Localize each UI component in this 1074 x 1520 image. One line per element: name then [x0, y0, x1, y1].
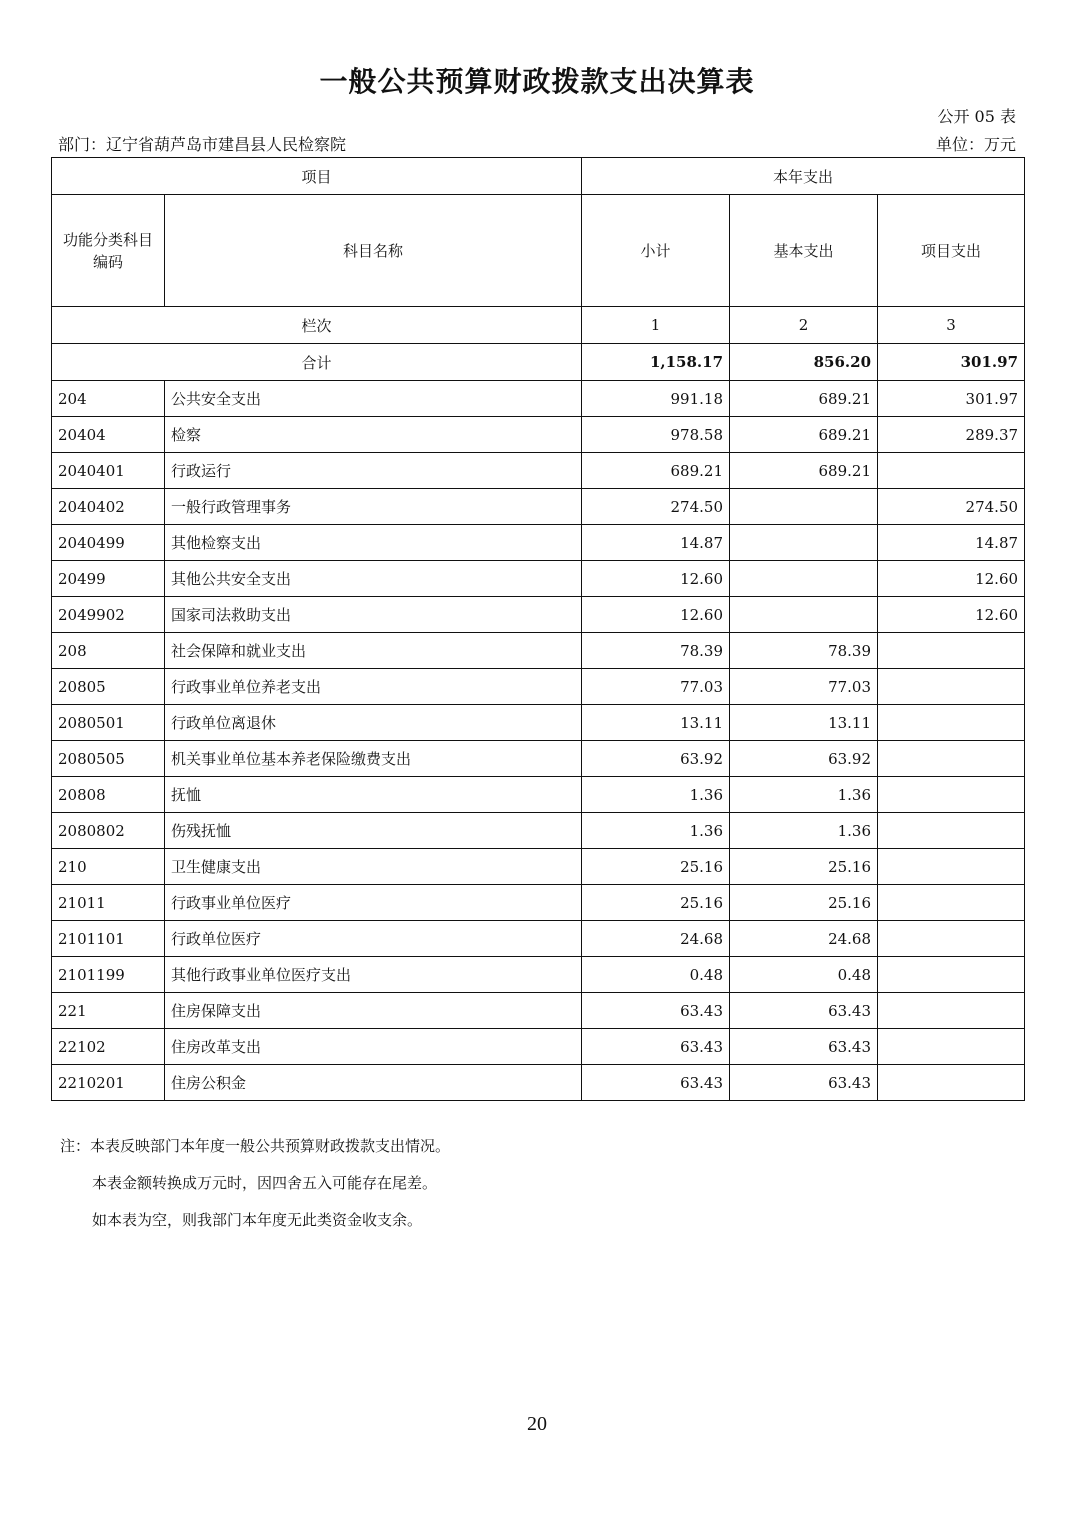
row-basic: 13.11: [730, 705, 878, 741]
row-basic: [730, 525, 878, 561]
row-code: 2040499: [52, 525, 165, 561]
notes: [60, 1128, 450, 1239]
row-code: 2080802: [52, 813, 165, 849]
column-index-3: 3: [878, 307, 1025, 344]
row-code: 20404: [52, 417, 165, 453]
row-name: 检察: [165, 417, 582, 453]
header-current-year: 本年支出: [582, 158, 1025, 195]
row-subtotal: 78.39: [582, 633, 730, 669]
table-row: [52, 1029, 1025, 1065]
total-subtotal: 1,158.17: [582, 344, 730, 381]
row-project: [878, 633, 1025, 669]
row-subtotal: 77.03: [582, 669, 730, 705]
table-row: [52, 849, 1025, 885]
row-basic: [730, 597, 878, 633]
column-index-row: [52, 307, 1025, 344]
row-project: [878, 777, 1025, 813]
header-project-expenditure: 项目支出: [878, 195, 1025, 307]
row-code: 210: [52, 849, 165, 885]
table-row: [52, 921, 1025, 957]
row-subtotal: 63.92: [582, 741, 730, 777]
table-row: [52, 993, 1025, 1029]
row-name: 住房保障支出: [165, 993, 582, 1029]
column-index-2: 2: [730, 307, 878, 344]
row-code: 20805: [52, 669, 165, 705]
row-code: 221: [52, 993, 165, 1029]
row-basic: 78.39: [730, 633, 878, 669]
row-code: 2101199: [52, 957, 165, 993]
row-basic: 1.36: [730, 777, 878, 813]
row-subtotal: 12.60: [582, 561, 730, 597]
total-basic: 856.20: [730, 344, 878, 381]
row-project: 274.50: [878, 489, 1025, 525]
row-subtotal: 13.11: [582, 705, 730, 741]
row-subtotal: 12.60: [582, 597, 730, 633]
row-name: 其他检察支出: [165, 525, 582, 561]
row-project: [878, 849, 1025, 885]
row-subtotal: 63.43: [582, 993, 730, 1029]
table-row: [52, 777, 1025, 813]
row-code: 22102: [52, 1029, 165, 1065]
row-project: 12.60: [878, 597, 1025, 633]
row-basic: 77.03: [730, 669, 878, 705]
row-project: [878, 1029, 1025, 1065]
row-basic: 63.43: [730, 1065, 878, 1101]
row-project: [878, 957, 1025, 993]
note-line-2: 本表金额转换成万元时，因四舍五入可能存在尾差。: [92, 1174, 438, 1192]
total-row: [52, 344, 1025, 381]
row-basic: 689.21: [730, 453, 878, 489]
row-project: 289.37: [878, 417, 1025, 453]
page-number: 20: [527, 1413, 547, 1435]
table-row: [52, 489, 1025, 525]
row-code: 2040401: [52, 453, 165, 489]
table-row: [52, 597, 1025, 633]
table-row: [52, 957, 1025, 993]
row-name: 伤残抚恤: [165, 813, 582, 849]
header-row-1: [52, 158, 1025, 195]
row-code: 2080505: [52, 741, 165, 777]
table-row: [52, 561, 1025, 597]
row-subtotal: 25.16: [582, 885, 730, 921]
row-code: 2080501: [52, 705, 165, 741]
row-name: 抚恤: [165, 777, 582, 813]
row-basic: 689.21: [730, 381, 878, 417]
total-project: 301.97: [878, 344, 1025, 381]
row-code: 208: [52, 633, 165, 669]
row-project: [878, 885, 1025, 921]
row-project: 12.60: [878, 561, 1025, 597]
row-code: 21011: [52, 885, 165, 921]
row-code: 2040402: [52, 489, 165, 525]
row-subtotal: 991.18: [582, 381, 730, 417]
row-basic: [730, 489, 878, 525]
row-basic: [730, 561, 878, 597]
row-project: [878, 669, 1025, 705]
row-basic: 63.43: [730, 1029, 878, 1065]
row-project: [878, 705, 1025, 741]
row-name: 行政事业单位医疗: [165, 885, 582, 921]
row-basic: 24.68: [730, 921, 878, 957]
row-name: 公共安全支出: [165, 381, 582, 417]
row-name: 其他行政事业单位医疗支出: [165, 957, 582, 993]
row-project: [878, 741, 1025, 777]
row-code: 204: [52, 381, 165, 417]
header-project: 项目: [52, 158, 582, 195]
row-name: 机关事业单位基本养老保险缴费支出: [165, 741, 582, 777]
row-name: 一般行政管理事务: [165, 489, 582, 525]
row-subtotal: 689.21: [582, 453, 730, 489]
table-row: [52, 633, 1025, 669]
row-name: 行政运行: [165, 453, 582, 489]
header-basic: 基本支出: [730, 195, 878, 307]
row-subtotal: 63.43: [582, 1029, 730, 1065]
table-row: [52, 669, 1025, 705]
note-line-3: 如本表为空，则我部门本年度无此类资金收支余。: [92, 1211, 423, 1229]
row-basic: 63.92: [730, 741, 878, 777]
row-project: [878, 1065, 1025, 1101]
row-subtotal: 274.50: [582, 489, 730, 525]
table-row: [52, 381, 1025, 417]
row-basic: 1.36: [730, 813, 878, 849]
row-name: 国家司法救助支出: [165, 597, 582, 633]
table-row: [52, 885, 1025, 921]
row-project: [878, 993, 1025, 1029]
row-basic: 0.48: [730, 957, 878, 993]
row-code: 20808: [52, 777, 165, 813]
row-code: 2210201: [52, 1065, 165, 1101]
row-name: 住房改革支出: [165, 1029, 582, 1065]
form-number: 公开 05 表: [937, 107, 1016, 126]
row-project: [878, 921, 1025, 957]
table-row: [52, 417, 1025, 453]
header-code: 功能分类科目编码: [52, 195, 165, 307]
row-project: [878, 453, 1025, 489]
column-index-1: 1: [582, 307, 730, 344]
row-project: 14.87: [878, 525, 1025, 561]
row-subtotal: 1.36: [582, 777, 730, 813]
department-label: 部门：辽宁省葫芦岛市建昌县人民检察院: [58, 135, 347, 154]
row-subtotal: 24.68: [582, 921, 730, 957]
row-code: 2049902: [52, 597, 165, 633]
row-project: 301.97: [878, 381, 1025, 417]
row-basic: 25.16: [730, 849, 878, 885]
header-name: 科目名称: [165, 195, 582, 307]
table-row: [52, 741, 1025, 777]
row-name: 行政单位医疗: [165, 921, 582, 957]
row-basic: 63.43: [730, 993, 878, 1029]
total-label: 合计: [52, 344, 582, 381]
row-code: 2101101: [52, 921, 165, 957]
row-subtotal: 25.16: [582, 849, 730, 885]
page-title: 一般公共预算财政拨款支出决算表: [319, 65, 755, 98]
row-subtotal: 1.36: [582, 813, 730, 849]
row-basic: 689.21: [730, 417, 878, 453]
row-subtotal: 63.43: [582, 1065, 730, 1101]
row-subtotal: 14.87: [582, 525, 730, 561]
table-row: [52, 525, 1025, 561]
table-row: [52, 453, 1025, 489]
row-basic: 25.16: [730, 885, 878, 921]
row-name: 行政事业单位养老支出: [165, 669, 582, 705]
table-row: [52, 1065, 1025, 1101]
note-line-1: 注：本表反映部门本年度一般公共预算财政拨款支出情况。: [60, 1137, 451, 1155]
table-row: [52, 813, 1025, 849]
header-subtotal: 小计: [582, 195, 730, 307]
row-subtotal: 978.58: [582, 417, 730, 453]
row-name: 卫生健康支出: [165, 849, 582, 885]
row-name: 社会保障和就业支出: [165, 633, 582, 669]
table-row: [52, 705, 1025, 741]
unit-label: 单位：万元: [935, 135, 1016, 154]
row-code: 20499: [52, 561, 165, 597]
row-name: 住房公积金: [165, 1065, 582, 1101]
row-name: 行政单位离退休: [165, 705, 582, 741]
header-row-2: [52, 195, 1025, 307]
row-subtotal: 0.48: [582, 957, 730, 993]
row-name: 其他公共安全支出: [165, 561, 582, 597]
column-index-label: 栏次: [52, 307, 582, 344]
expenditure-table: [51, 157, 1025, 1101]
row-project: [878, 813, 1025, 849]
